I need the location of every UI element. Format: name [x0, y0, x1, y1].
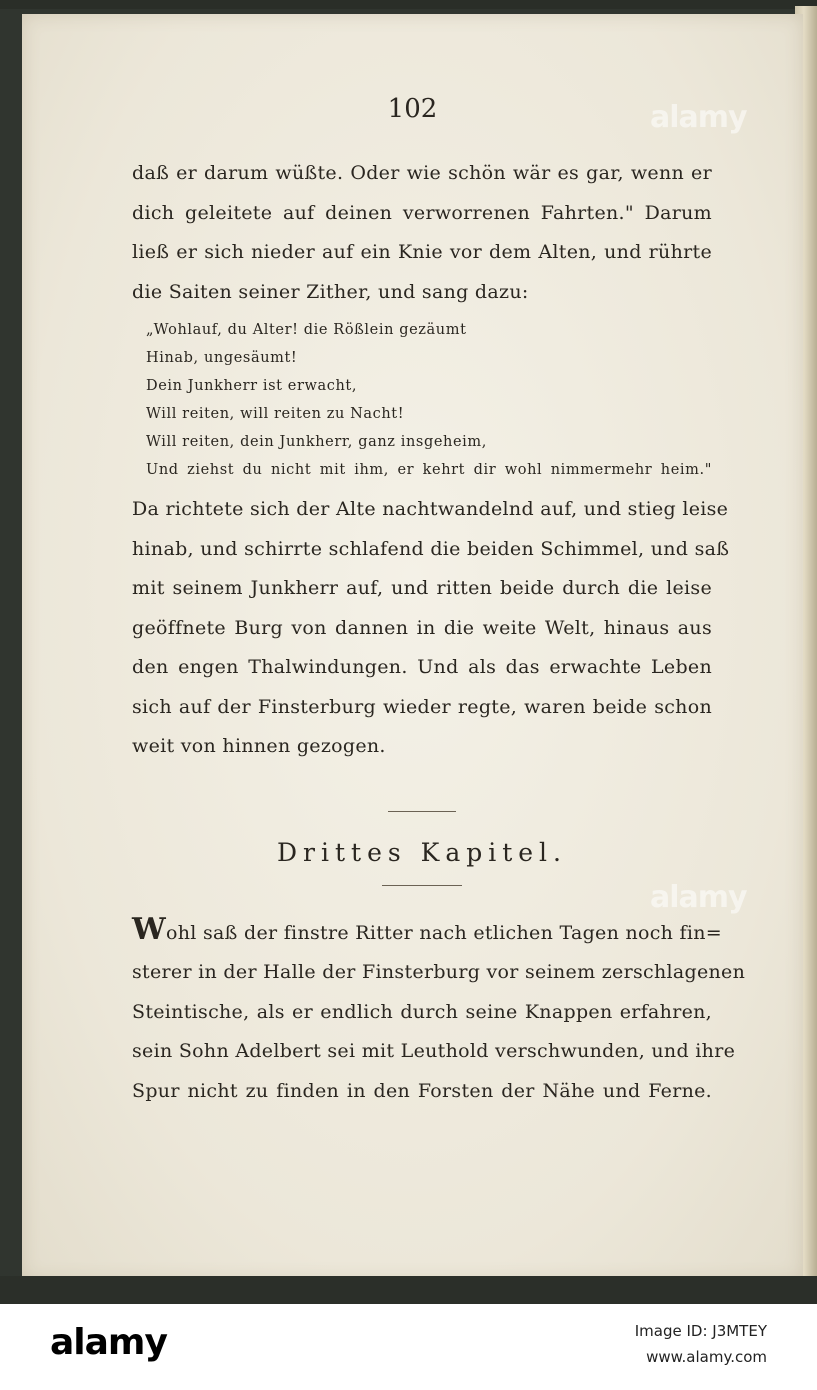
watermark: alamy [650, 100, 747, 135]
text-line: den engen Thalwindungen. Und als das erwachte Leben [132, 656, 712, 678]
text-line: sein Sohn Adelbert sei mit Leuthold verschwunden, und ihre [132, 1040, 736, 1062]
verse-line: Will reiten, will reiten zu Nacht! [146, 406, 405, 422]
chapter-divider-top [388, 811, 456, 812]
paragraph-2 [132, 490, 730, 767]
text-line: Da richtete sich der Alte nachtwandelnd auf, und stieg leise [132, 498, 729, 520]
text-line: sich auf der Finsterburg wieder regte, waren beide schon [132, 695, 712, 718]
song-verse [146, 316, 712, 484]
verse-line: „Wohlauf, du Alter! die Rößlein gezäumt [146, 322, 467, 338]
text-line [132, 910, 723, 954]
verse-line: Hinab, ungesäumt! [146, 350, 298, 366]
chapter-divider-bottom [382, 885, 462, 886]
verse-line: Und ziehst du nicht mit ihm, er kehrt dir wohl nimmermehr heim." [146, 462, 712, 478]
verse-line: Will reiten, dein Junkherr, ganz insgeheim, [146, 434, 487, 450]
paragraph-3 [132, 910, 746, 1112]
text-line: hinab, und schirrte schlafend die beiden Schimmel, und saß [132, 537, 730, 560]
book-page [22, 14, 803, 1280]
text-line-rest: ohl saß der finstre Ritter nach etlichen Tagen noch fin= [166, 921, 723, 944]
chapter-heading: Drittes Kapitel. [276, 837, 568, 867]
drop-cap: W [132, 911, 166, 947]
stock-logo[interactable]: alamy [50, 1322, 167, 1363]
text-line: die Saiten seiner Zither, und sang dazu: [132, 280, 529, 303]
stock-url[interactable]: www.alamy.com [646, 1348, 767, 1366]
text-line: mit seinem Junkherr auf, und ritten beide durch die leise [132, 577, 712, 599]
text-line: dich geleitete auf deinen verworrenen Fahrten." Darum [132, 201, 712, 224]
text-line: Steintische, als er endlich durch seine Knappen erfahren, [132, 1000, 712, 1023]
scan-top-edge [0, 0, 817, 9]
text-line: weit von hinnen gezogen. [132, 735, 386, 757]
page-number: 102 [387, 94, 438, 124]
verse-line: Dein Junkherr ist erwacht, [146, 378, 358, 394]
image-id: Image ID: J3MTEY [634, 1322, 767, 1340]
page-body [132, 154, 746, 1111]
text-line: ließ er sich nieder auf ein Knie vor dem Alten, und rührte [132, 241, 712, 263]
paragraph-1 [132, 154, 712, 312]
watermark: alamy [650, 880, 747, 915]
text-line: Spur nicht zu finden in den Forsten der Nähe und Ferne. [132, 1079, 712, 1102]
scan-bottom-edge [0, 1276, 817, 1304]
text-line: daß er darum wüßte. Oder wie schön wär es gar, wenn er [132, 162, 712, 184]
text-line: sterer in der Halle der Finsterburg vor seinem zerschlagenen [132, 961, 746, 983]
text-line: geöffnete Burg von dannen in die weite Welt, hinaus aus [132, 616, 712, 639]
